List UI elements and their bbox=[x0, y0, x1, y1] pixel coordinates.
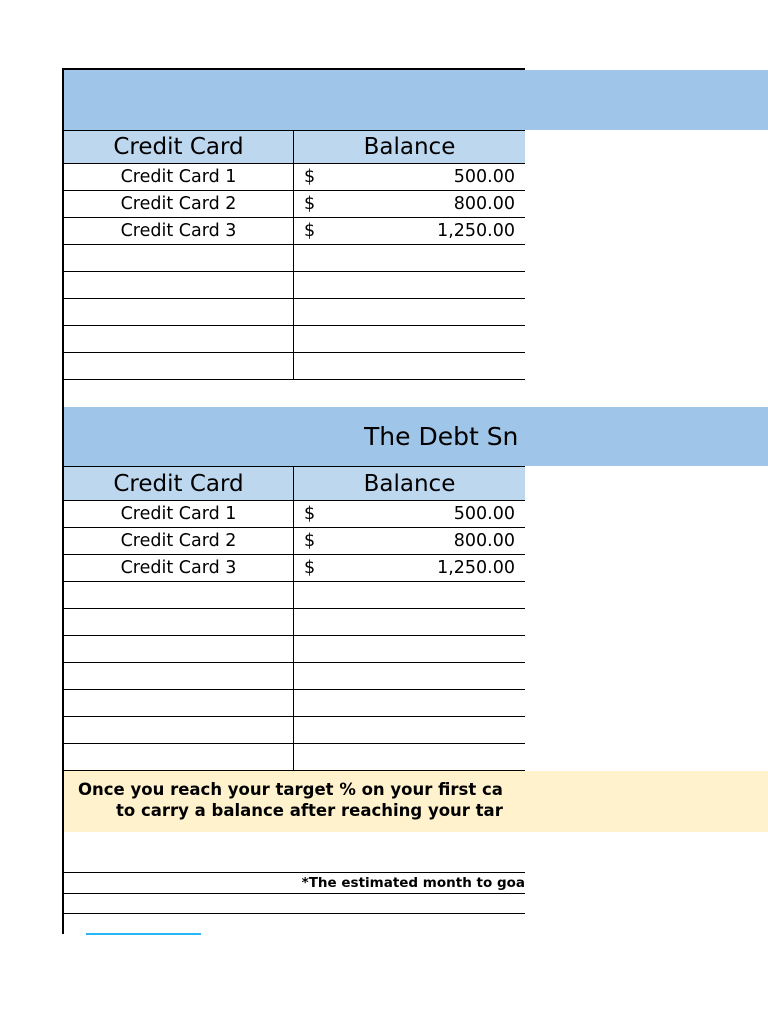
table2-header-balance[interactable]: Balance bbox=[293, 466, 525, 501]
table-row-balance-cell[interactable] bbox=[293, 271, 525, 299]
table-row-card-cell[interactable] bbox=[63, 608, 294, 636]
table-row-balance-cell[interactable] bbox=[293, 217, 525, 245]
currency-symbol: $ bbox=[304, 193, 316, 214]
table-row-balance-cell[interactable] bbox=[293, 500, 525, 528]
balance-value: 800.00 bbox=[453, 193, 515, 214]
table-row-card-cell[interactable] bbox=[63, 743, 294, 771]
table-row-card-cell[interactable]: Credit Card 2 bbox=[63, 190, 294, 218]
balance-value: 1,250.00 bbox=[437, 220, 515, 241]
footnote: *The estimated month to goa bbox=[301, 875, 525, 891]
currency-symbol: $ bbox=[304, 220, 316, 241]
table-row-card-cell[interactable]: Credit Card 1 bbox=[63, 163, 294, 191]
table-row-balance-cell[interactable] bbox=[293, 635, 525, 663]
table1-header-card[interactable]: Credit Card bbox=[63, 130, 294, 164]
table-row-balance-cell[interactable] bbox=[293, 298, 525, 326]
table-row-balance-cell[interactable] bbox=[293, 244, 525, 272]
grid-line bbox=[64, 893, 525, 894]
table-row-card-cell[interactable] bbox=[63, 352, 294, 380]
table-row-balance-cell[interactable] bbox=[293, 190, 525, 218]
table-row-balance-cell[interactable] bbox=[293, 716, 525, 744]
currency-symbol: $ bbox=[304, 557, 316, 578]
table-row-balance-cell[interactable] bbox=[293, 527, 525, 555]
table-row-card-cell[interactable] bbox=[63, 662, 294, 690]
table-row-card-cell[interactable] bbox=[63, 271, 294, 299]
table2-title: The Debt Sn bbox=[364, 422, 519, 451]
table-row-balance-cell[interactable] bbox=[293, 608, 525, 636]
balance-value: 500.00 bbox=[453, 166, 515, 187]
table1-header-balance[interactable]: Balance bbox=[293, 130, 525, 164]
table-row-balance-cell[interactable] bbox=[293, 581, 525, 609]
table-row-card-cell[interactable]: Credit Card 3 bbox=[63, 554, 294, 582]
table-row-card-cell[interactable] bbox=[63, 325, 294, 353]
table-row-card-cell[interactable]: Credit Card 1 bbox=[63, 500, 294, 528]
table-row-balance-cell[interactable] bbox=[293, 163, 525, 191]
table-row-card-cell[interactable] bbox=[63, 581, 294, 609]
table-row-card-cell[interactable] bbox=[63, 689, 294, 717]
table-row-balance-cell[interactable] bbox=[293, 352, 525, 380]
balance-value: 800.00 bbox=[453, 530, 515, 551]
grid-line bbox=[64, 913, 525, 914]
currency-symbol: $ bbox=[304, 166, 316, 187]
table1-title bbox=[64, 70, 525, 130]
currency-symbol: $ bbox=[304, 503, 316, 524]
table-row-card-cell[interactable] bbox=[63, 244, 294, 272]
balance-value: 1,250.00 bbox=[437, 557, 515, 578]
hyperlink-underline[interactable] bbox=[86, 933, 201, 935]
table-row-balance-cell[interactable] bbox=[293, 743, 525, 771]
balance-value: 500.00 bbox=[453, 503, 515, 524]
table-row-balance-cell[interactable] bbox=[293, 554, 525, 582]
table-row-balance-cell[interactable] bbox=[293, 662, 525, 690]
note-line-1: Once you reach your target % on your first ca bbox=[78, 780, 503, 799]
table-row-card-cell[interactable]: Credit Card 2 bbox=[63, 527, 294, 555]
note-line-2: to carry a balance after reaching your tar bbox=[116, 801, 503, 820]
table-row-card-cell[interactable] bbox=[63, 635, 294, 663]
table-row-balance-cell[interactable] bbox=[293, 689, 525, 717]
table-row-card-cell[interactable]: Credit Card 3 bbox=[63, 217, 294, 245]
table2-header-card[interactable]: Credit Card bbox=[63, 466, 294, 501]
currency-symbol: $ bbox=[304, 530, 316, 551]
table-row-balance-cell[interactable] bbox=[293, 325, 525, 353]
table-row-card-cell[interactable] bbox=[63, 716, 294, 744]
table-row-card-cell[interactable] bbox=[63, 298, 294, 326]
